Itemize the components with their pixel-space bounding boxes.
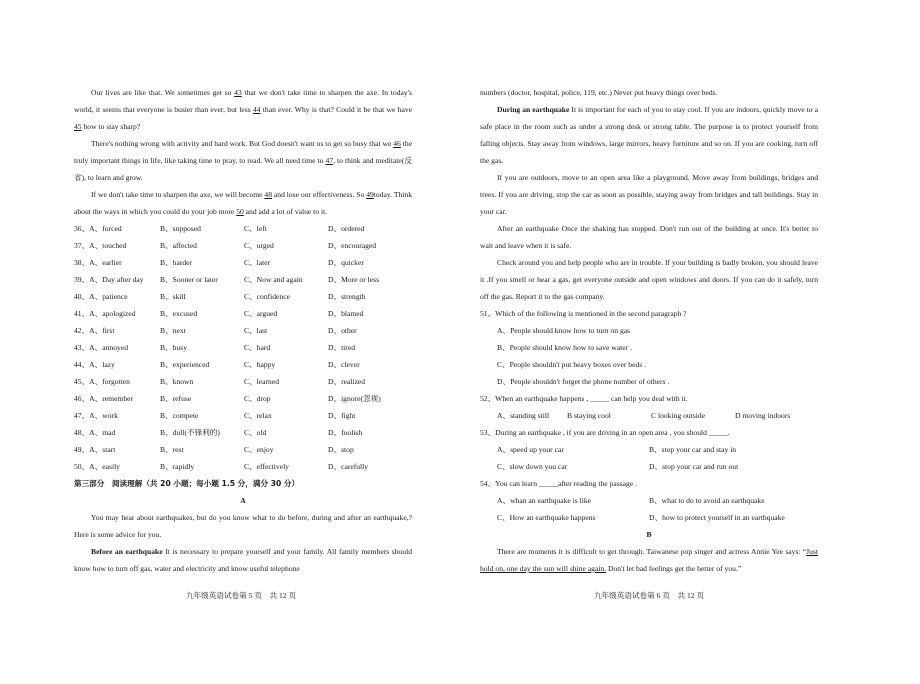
passage-a-outdoors: If you are outdoors, move to an open area like a playground. Move away from buildings, bridges and trees. If you are driving, stop the car as soon as possible, staying away from bridges and tall buildings. Stay in your car.: [480, 173, 818, 216]
passage-b-intro: There are moments it is difficult to get through. Taiwanese pop singer and actress Annie Yee says: “Just hold on, one day the sun will shine again. Don't let bad feelings get the better of you.”: [480, 547, 818, 573]
option-row-48: 48、A、mad B、dull(不锋利的) C、old D、foolish: [74, 428, 363, 437]
passage-a-label: A: [240, 496, 246, 505]
passage-a-after: After an earthquake Once the shaking has stopped. Don't run out of the building at once. It's better to wait and leave when it is safe.: [480, 224, 818, 250]
question-52: 52、When an earthquake happens , _____ can help you deal with it.: [480, 394, 688, 403]
right-page-column: [480, 84, 818, 577]
option-row-36: 36、A、forced B、supposed C、left D、ordered: [74, 224, 365, 233]
during-heading: During an earthquake: [497, 105, 570, 114]
blank-46: 46: [393, 139, 401, 148]
before-heading: Before an earthquake: [91, 547, 163, 556]
option-row-47: 47、A、work B、compete C、relax D、fight: [74, 411, 356, 420]
option-row-43: 43、A、annoyed B、busy C、hard D、tired: [74, 343, 355, 352]
cloze-paragraph-1: Our lives are like that. We sometimes get so 43 that we don't take time to sharpen the axe. In today's world, it seems that everyone is busier than ever, but less 44 than ever. Why is that? Could it be that we have 45 how to stay sharp?: [74, 88, 412, 131]
blank-47: 47: [325, 156, 334, 165]
q53-options-ab: A、speed up your car B、stop your car and stay in: [497, 445, 737, 454]
passage-a-before: Before an earthquake It is necessary to prepare yourself and your family. All family members should know how to turn off gas, water and electricity and know useful telephone: [74, 547, 412, 573]
cloze-paragraph-2: There's nothing wrong with activity and hard work. But God doesn't want us to get so busy that we 46 the truly important things in life, like taking time to pray, to read. We all need time to 47, to think and meditate(反省), to learn and grow.: [74, 139, 413, 182]
passage-a-help: Check around you and help people who are in trouble. If your building is badly broken, you should leave it .If you smell or hear a gas, get everyone outside and open windows and doors. If you can do it safely, turn off the gas. Report it to the gas company.: [480, 258, 818, 301]
q51-option-d: D、People shouldn't forget the phone number of others .: [497, 377, 670, 386]
q51-option-b: B、People should know how to save water .: [497, 343, 632, 352]
question-54: 54、You can learn _____after reading the passage .: [480, 479, 637, 488]
blank-50: 50: [236, 207, 244, 216]
question-51: 51、Which of the following is mentioned in the second paragraph ?: [480, 309, 687, 318]
blank-43: 43: [234, 88, 242, 97]
passage-a-during: During an earthquake It is important for each of you to stay cool. If you are indoors, quickly move to a safe place in the room such as under a strong desk or strong table. The purpose is to protect yourself from falling objects. Stay away from windows, large mirrors, heavy furniture and so on. If you are cooking, turn off the gas.: [480, 105, 818, 165]
passage-b-label: B: [646, 530, 652, 539]
left-page-column: [74, 84, 412, 577]
page-footer-left: 九年级英语试卷第 5 页 共 12 页: [186, 591, 297, 600]
q54-options-cd: C、How an earthquake happens D、how to protect yourself in an earthquake: [497, 513, 785, 522]
underlined-quote: Just hold on, one day the sun will shine again.: [480, 547, 818, 573]
option-row-46: 46、A、remember B、refuse C、drop D、ignore(忽视): [74, 394, 381, 403]
q51-option-c: C、People shouldn't put heavy boxes over beds .: [497, 360, 647, 369]
q52-options: A、standing still B staying cool C looking outside D moving indoors: [497, 411, 791, 420]
option-row-44: 44、A、lazy B、experienced C、happy D、clever: [74, 360, 360, 369]
option-row-50: 50、A、easily B、rapidly C、effectively D、carefully: [74, 462, 369, 471]
option-row-41: 41、A、apologized B、excused C、argued D、blamed: [74, 309, 364, 318]
option-row-42: 42、A、first B、next C、last D、other: [74, 326, 357, 335]
q54-options-ab: A、whan an earthquake is like B、what to do to avoid an earthquake: [497, 496, 765, 505]
question-53: 53、During an earthquake , if you are driving in an open area , you should _____.: [480, 428, 730, 437]
blank-48: 48: [264, 190, 272, 199]
blank-44: 44: [252, 105, 261, 114]
q51-option-a: A、People should know how to turn on gas: [497, 326, 631, 335]
section-3-heading: 第三部分 阅读理解（共 20 小题；每小题 1.5 分，满分 30 分）: [74, 479, 300, 488]
page-footer-right: 九年级英语试卷第 6 页 共 12 页: [594, 591, 705, 600]
option-row-40: 40、A、patience B、skill C、confidence D、strength: [74, 292, 366, 301]
passage-a-intro: You may hear about earthquakes, but do you know what to do before, during and after an earthquake,? Here is some advice for you.: [74, 513, 412, 539]
option-row-49: 49、A、start B、rest C、enjoy D、stop: [74, 445, 354, 454]
blank-49: 49: [366, 190, 374, 199]
cloze-options-list: [74, 220, 412, 475]
blank-45: 45: [74, 122, 82, 131]
cloze-paragraph-3: If we don't take time to sharpen the axe, we will become 48 and lose our effectiveness. So 49today. Think about the ways in which you could do your job more 50 and add a lot of value to it.: [74, 190, 412, 216]
option-row-39: 39、A、Day after day B、Sooner or later C、Now and again D、More or less: [74, 275, 380, 284]
option-row-45: 45、A、forgotten B、known C、learned D、realized: [74, 377, 366, 386]
option-row-38: 38、A、earlier B、harder C、later D、quicker: [74, 258, 364, 267]
q53-options-cd: C、slow down you car D、stop your car and run out: [497, 462, 739, 471]
passage-a-continued: numbers (doctor, hospital, police, 119, etc.) Never put heavy things over beds.: [480, 88, 718, 97]
option-row-37: 37、A、touched B、affected C、urged D、encouraged: [74, 241, 377, 250]
